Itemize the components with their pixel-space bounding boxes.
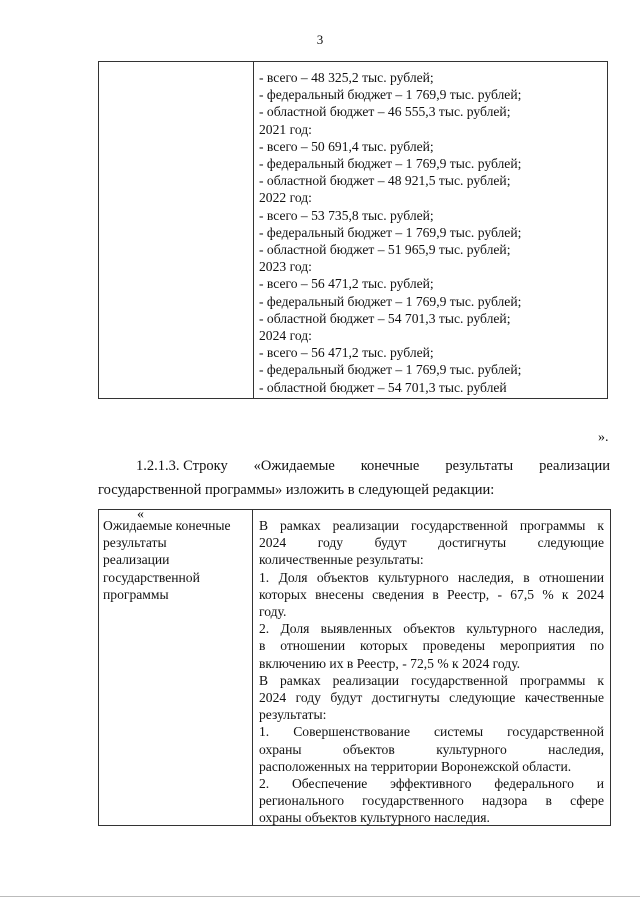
results-content-line: 2. Обеспечение эффективного федерального и [259, 776, 604, 792]
results-content-line: результаты: [259, 707, 327, 723]
results-content-line: охраны объектов культурного наследия, [259, 741, 604, 757]
results-label-line: Ожидаемые конечные [103, 518, 231, 533]
results-content-line: В рамках реализации государственной программы к [259, 672, 604, 688]
results-content-line: 1. Совершенствование системы государственной [259, 724, 604, 740]
results-content-line: 2. Доля выявленных объектов культурного наследия, [259, 621, 604, 637]
paragraph-word: 1.2.1.3. Строку [136, 458, 228, 474]
results-content-line: 1. Доля объектов культурного наследия, в отношении [259, 569, 604, 585]
funding-line: 2021 год: [259, 121, 312, 137]
results-label-line: программы [103, 586, 169, 602]
page-bottom-rule [0, 896, 640, 897]
funding-line: - областной бюджет – 46 555,3 тыс. рублей; [259, 104, 511, 120]
funding-line: - областной бюджет – 54 701,3 тыс. рублей [259, 379, 507, 395]
funding-line: - всего – 53 735,8 тыс. рублей; [259, 207, 434, 223]
amendment-paragraph-line-2: государственной программы» изложить в следующей редакции: [98, 482, 495, 498]
funding-line: - всего – 50 691,4 тыс. рублей; [259, 138, 434, 154]
results-content-line: В рамках реализации государственной программы к [259, 518, 604, 533]
funding-line: - федеральный бюджет – 1 769,9 тыс. рублей; [259, 293, 522, 309]
opening-quote: « [137, 507, 144, 522]
paragraph-word: результаты [445, 458, 514, 474]
funding-line: - федеральный бюджет – 1 769,9 тыс. рублей; [259, 87, 522, 103]
results-content-cell [259, 517, 604, 827]
table-column-divider [253, 62, 254, 398]
results-content-line: году. [259, 604, 287, 620]
paragraph-word: реализации [539, 458, 610, 474]
results-content-line: регионального государственного надзора в сфере [259, 793, 604, 809]
funding-line: - всего – 56 471,2 тыс. рублей; [259, 276, 434, 292]
results-label-line: государственной [103, 569, 200, 585]
results-content-line: расположенных на территории Воронежской области. [259, 758, 572, 774]
funding-cell [259, 69, 521, 396]
results-content-line: которых внесены сведения в Реестр, - 67,5 % к 2024 [259, 586, 604, 602]
funding-line: - областной бюджет – 48 921,5 тыс. рублей; [259, 173, 511, 189]
results-content-line: 2024 году будут достигнуты следующие [259, 535, 604, 551]
results-content-line: 2024 году будут достигнуты следующие качественные [259, 690, 604, 706]
funding-line: - федеральный бюджет – 1 769,9 тыс. рублей; [259, 224, 522, 240]
results-content-line: включению их в Реестр, - 72,5 % к 2024 году. [259, 655, 521, 671]
funding-line: 2024 год: [259, 328, 312, 344]
paragraph-word: конечные [360, 458, 420, 474]
funding-line: - федеральный бюджет – 1 769,9 тыс. рублей; [259, 362, 522, 378]
results-content-line: охраны объектов культурного наследия. [259, 810, 490, 826]
funding-line: 2022 год: [259, 190, 312, 206]
funding-table [98, 61, 608, 399]
funding-line: - всего – 56 471,2 тыс. рублей; [259, 345, 434, 361]
funding-line: - федеральный бюджет – 1 769,9 тыс. рублей; [259, 156, 522, 172]
results-label-line: реализации [103, 552, 170, 568]
funding-line: - всего – 48 325,2 тыс. рублей; [259, 70, 434, 85]
amendment-paragraph-line-1 [98, 458, 610, 475]
funding-line: - областной бюджет – 51 965,9 тыс. рублей; [259, 242, 511, 258]
funding-line: - областной бюджет – 54 701,3 тыс. рублей; [259, 310, 511, 326]
results-label-line: результаты [103, 535, 167, 551]
results-content-line: количественные результаты: [259, 552, 424, 568]
funding-line: 2023 год: [259, 259, 312, 275]
results-table [98, 509, 611, 826]
results-content-line: в отношении которых проведены мероприятия по [259, 638, 604, 654]
table-column-divider [252, 510, 253, 825]
page-number: 3 [316, 32, 324, 47]
results-label-cell [103, 517, 251, 603]
paragraph-word: «Ожидаемые [253, 458, 335, 474]
closing-quote: ». [598, 430, 609, 445]
